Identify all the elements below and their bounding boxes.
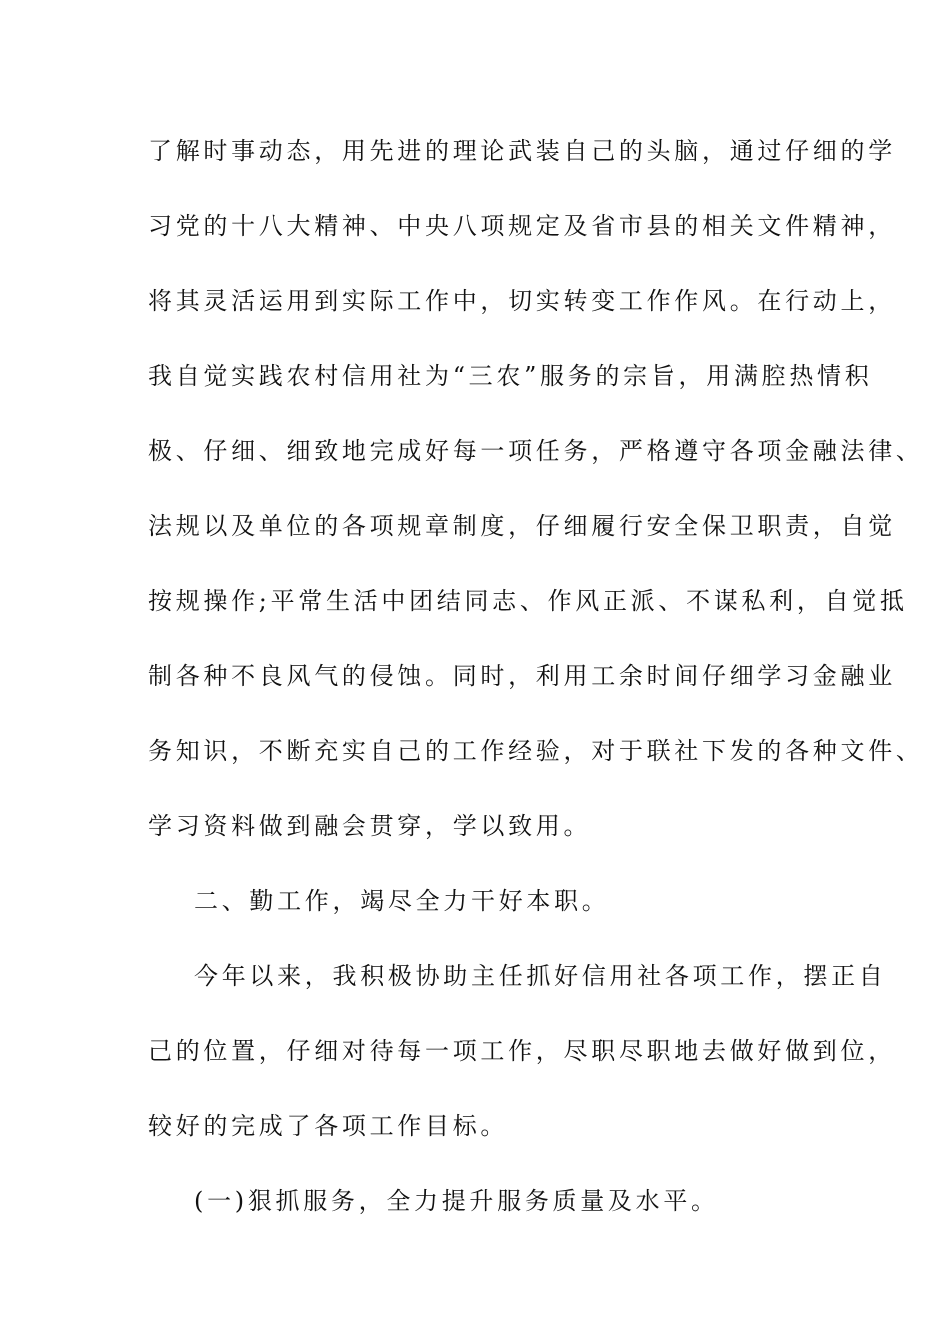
paragraph-start: 今年以来，我积极协助主任抓好信用社各项工作，摆正自 xyxy=(194,962,887,990)
text-line-8: 制各种不良风气的侵蚀。同时，利用工余时间仔细学习金融业 xyxy=(148,662,896,690)
text-line-3: 将其灵活运用到实际工作中，切实转变工作作风。在行动上， xyxy=(148,287,896,315)
text-line-2: 习党的十八大精神、中央八项规定及省市县的相关文件精神， xyxy=(148,212,896,240)
text-line-4: 我自觉实践农村信用社为“三农”服务的宗旨，用满腔热情积 xyxy=(148,362,873,390)
text-line-10: 学习资料做到融会贯穿，学以致用。 xyxy=(148,812,592,840)
text-line-13: 己的位置，仔细对待每一项工作，尽职尽职地去做好做到位， xyxy=(148,1037,896,1065)
text-line-7: 按规操作;平常生活中团结同志、作风正派、不谋私利，自觉抵 xyxy=(148,587,908,615)
text-line-14: 较好的完成了各项工作目标。 xyxy=(148,1112,509,1140)
subsection-heading-1: (一)狠抓服务，全力提升服务质量及水平。 xyxy=(194,1187,719,1215)
text-line-1: 了解时事动态，用先进的理论武装自己的头脑，通过仔细的学 xyxy=(148,137,896,165)
text-line-9: 务知识，不断充实自己的工作经验，对于联社下发的各种文件、 xyxy=(148,737,924,765)
section-heading-2: 二、勤工作，竭尽全力干好本职。 xyxy=(194,887,610,915)
text-line-5: 极、仔细、细致地完成好每一项任务，严格遵守各项金融法律、 xyxy=(148,437,924,465)
text-line-6: 法规以及单位的各项规章制度，仔细履行安全保卫职责，自觉 xyxy=(148,512,896,540)
